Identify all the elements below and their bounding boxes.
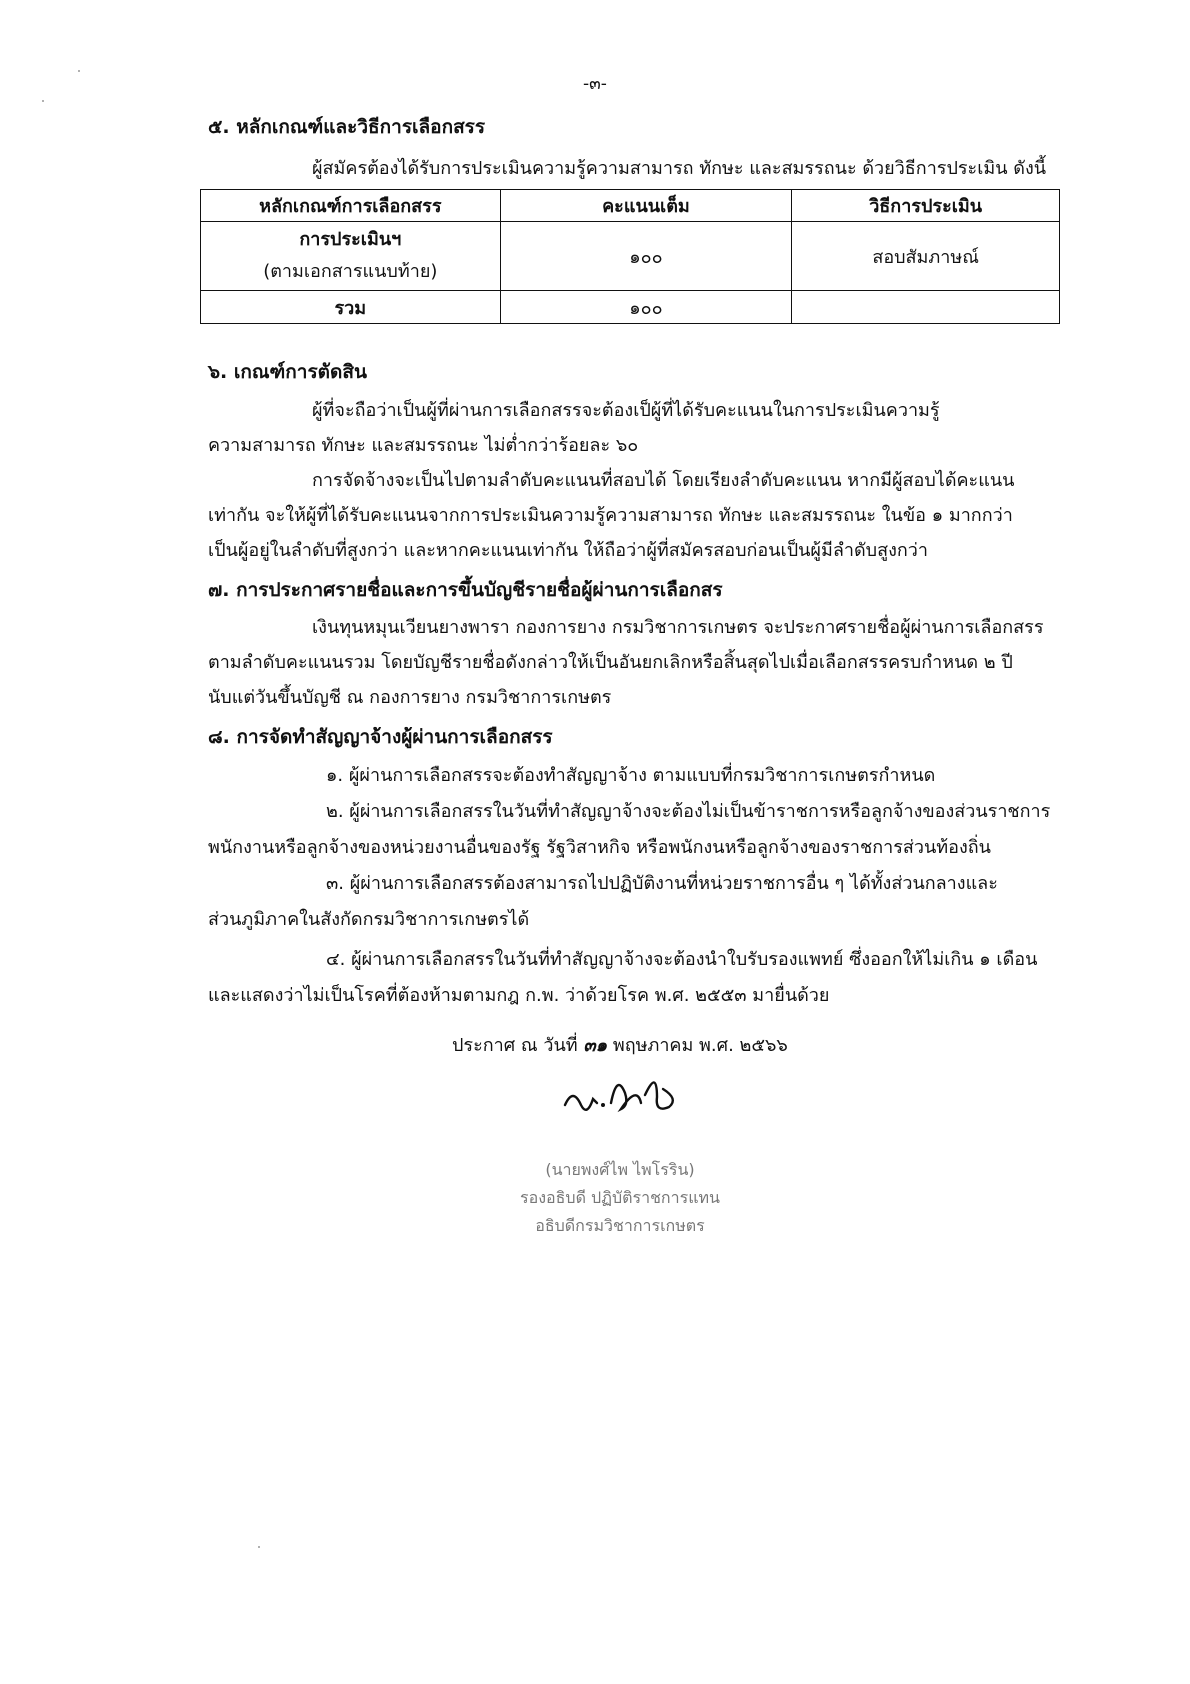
section6-heading: ๖. เกณฑ์การตัดสิน bbox=[208, 361, 367, 383]
section5-heading: ๕. หลักเกณฑ์และวิธีการเลือกสรร bbox=[208, 116, 486, 138]
section8-item3-line2: ส่วนภูมิภาคในสังกัดกรมวิชาการเกษตรได้ bbox=[208, 909, 530, 930]
signer-name: (นายพงศ์ไพ ไพโรริน) bbox=[545, 1160, 695, 1179]
section6-p1-line1: ผู้ที่จะถือว่าเป็นผู้ที่ผ่านการเลือกสรรจะต้องเป็ผู้ที่ได้รับคะแนนในการประเมินความรู้ bbox=[312, 400, 940, 421]
section8-item4-line1: ๔. ผู้ผ่านการเลือกสรรในวันที่ทำสัญญาจ้างจะต้องนำใบรับรองแพทย์ ซึ่งออกให้ไม่เกิน ๑ เดือน bbox=[326, 949, 1038, 970]
announcement-line bbox=[452, 1030, 788, 1059]
section8-heading: ๘. การจัดทำสัญญาจ้างผู้ผ่านการเลือกสรร bbox=[208, 726, 553, 748]
section8-item2-line1: ๒. ผู้ผ่านการเลือกสรรในวันที่ทำสัญญาจ้างจะต้องไม่เป็นข้าราชการหรือลูกจ้างของส่วนราชการ bbox=[326, 801, 1051, 822]
section7-p-line3: นับแต่วันขึ้นบัญชี ณ กองการยาง กรมวิชาการเกษตร bbox=[208, 687, 612, 708]
signer-position-2: อธิบดีกรมวิชาการเกษตร bbox=[535, 1216, 705, 1235]
total-label-cell: รวม bbox=[201, 291, 501, 324]
section6-p2-line1: การจัดจ้างจะเป็นไปตามลำดับคะแนนที่สอบได้ โดยเรียงลำดับคะแนน หากมีผู้สอบได้คะแนน bbox=[312, 470, 1015, 491]
criteria-table bbox=[200, 189, 1060, 324]
table-header-cell: คะแนนเต็ม bbox=[500, 190, 792, 222]
total-score-cell: ๑๐๐ bbox=[500, 291, 792, 324]
announcement-prefix: ประกาศ ณ วันที่ bbox=[452, 1035, 578, 1056]
announcement-day: ๓๑ bbox=[583, 1035, 608, 1056]
section6-p2-line3: เป็นผู้อยู่ในลำดับที่สูงกว่า และหากคะแนนเท่ากัน ให้ถือว่าผู้ที่สมัครสอบก่อนเป็นผู้มีลำดับสูงกว่า bbox=[208, 540, 928, 561]
criterion-note: (ตามเอกสารแนบท้าย) bbox=[263, 261, 438, 282]
section7-heading: ๗. การประกาศรายชื่อและการขึ้นบัญชีรายชื่อผู้ผ่านการเลือกสร bbox=[208, 579, 723, 601]
signer-position-1: รองอธิบดี ปฏิบัติราชการแทน bbox=[520, 1188, 720, 1207]
method-cell: สอบสัมภาษณ์ bbox=[792, 222, 1060, 291]
scan-speck bbox=[42, 100, 44, 102]
table-header-cell: หลักเกณฑ์การเลือกสรร bbox=[201, 190, 501, 222]
table-header-cell: วิธีการประเมิน bbox=[792, 190, 1060, 222]
section8-item4-line2: และแสดงว่าไม่เป็นโรคที่ต้องห้ามตามกฎ ก.พ. ว่าด้วยโรค พ.ศ. ๒๕๕๓ มายื่นด้วย bbox=[208, 985, 830, 1006]
section8-item3-line1: ๓. ผู้ผ่านการเลือกสรรต้องสามารถไปปฏิบัติงานที่หน่วยราชการอื่น ๆ ได้ทั้งส่วนกลางและ bbox=[326, 873, 998, 894]
section8-item2-line2: พนักงานหรือลูกจ้างของหน่วยงานอื่นของรัฐ รัฐวิสาหกิจ หรือพนักงนหรือลูกจ้างของราชการส่วนท้องถิ่น bbox=[208, 837, 991, 858]
total-method-cell bbox=[792, 291, 1060, 324]
scan-speck bbox=[78, 70, 80, 72]
section7-p-line2: ตามลำดับคะแนนรวม โดยบัญชีรายชื่อดังกล่าวให้เป็นอันยกเลิกหรือสิ้นสุดไปเมื่อเลือกสรรครบกำหนด ๒ ปี bbox=[208, 652, 1013, 673]
scan-speck bbox=[258, 1546, 260, 1548]
section6-p2-line2: เท่ากัน จะให้ผู้ที่ได้รับคะแนนจากการประเมินความรู้ความสามารถ ทักษะ และสมรรถนะ ในข้อ ๑ มากกว่า bbox=[208, 505, 1013, 526]
criterion-title: การประเมินฯ bbox=[299, 229, 402, 250]
table-header-row bbox=[201, 190, 1060, 222]
section8-item1: ๑. ผู้ผ่านการเลือกสรรจะต้องทำสัญญาจ้าง ตามแบบที่กรมวิชาการเกษตรกำหนด bbox=[326, 765, 936, 786]
announcement-suffix: พฤษภาคม พ.ศ. ๒๕๖๖ bbox=[612, 1035, 788, 1056]
section6-p1-line2: ความสามารถ ทักษะ และสมรรถนะ ไม่ต่ำกว่าร้อยละ ๖๐ bbox=[208, 435, 639, 456]
section7-p-line1: เงินทุนหมุนเวียนยางพารา กองการยาง กรมวิชาการเกษตร จะประกาศรายชื่อผู้ผ่านการเลือกสรร bbox=[312, 617, 1044, 638]
section5-intro: ผู้สมัครต้องได้รับการประเมินความรู้ความสามารถ ทักษะ และสมรรถนะ ด้วยวิธีการประเมิน ดังนี้ bbox=[312, 158, 1047, 179]
page-number: -๓- bbox=[583, 74, 607, 94]
table-row bbox=[201, 222, 1060, 291]
handwritten-signature bbox=[545, 1065, 705, 1125]
score-cell: ๑๐๐ bbox=[500, 222, 792, 291]
table-total-row bbox=[201, 291, 1060, 324]
criterion-cell bbox=[201, 222, 501, 291]
